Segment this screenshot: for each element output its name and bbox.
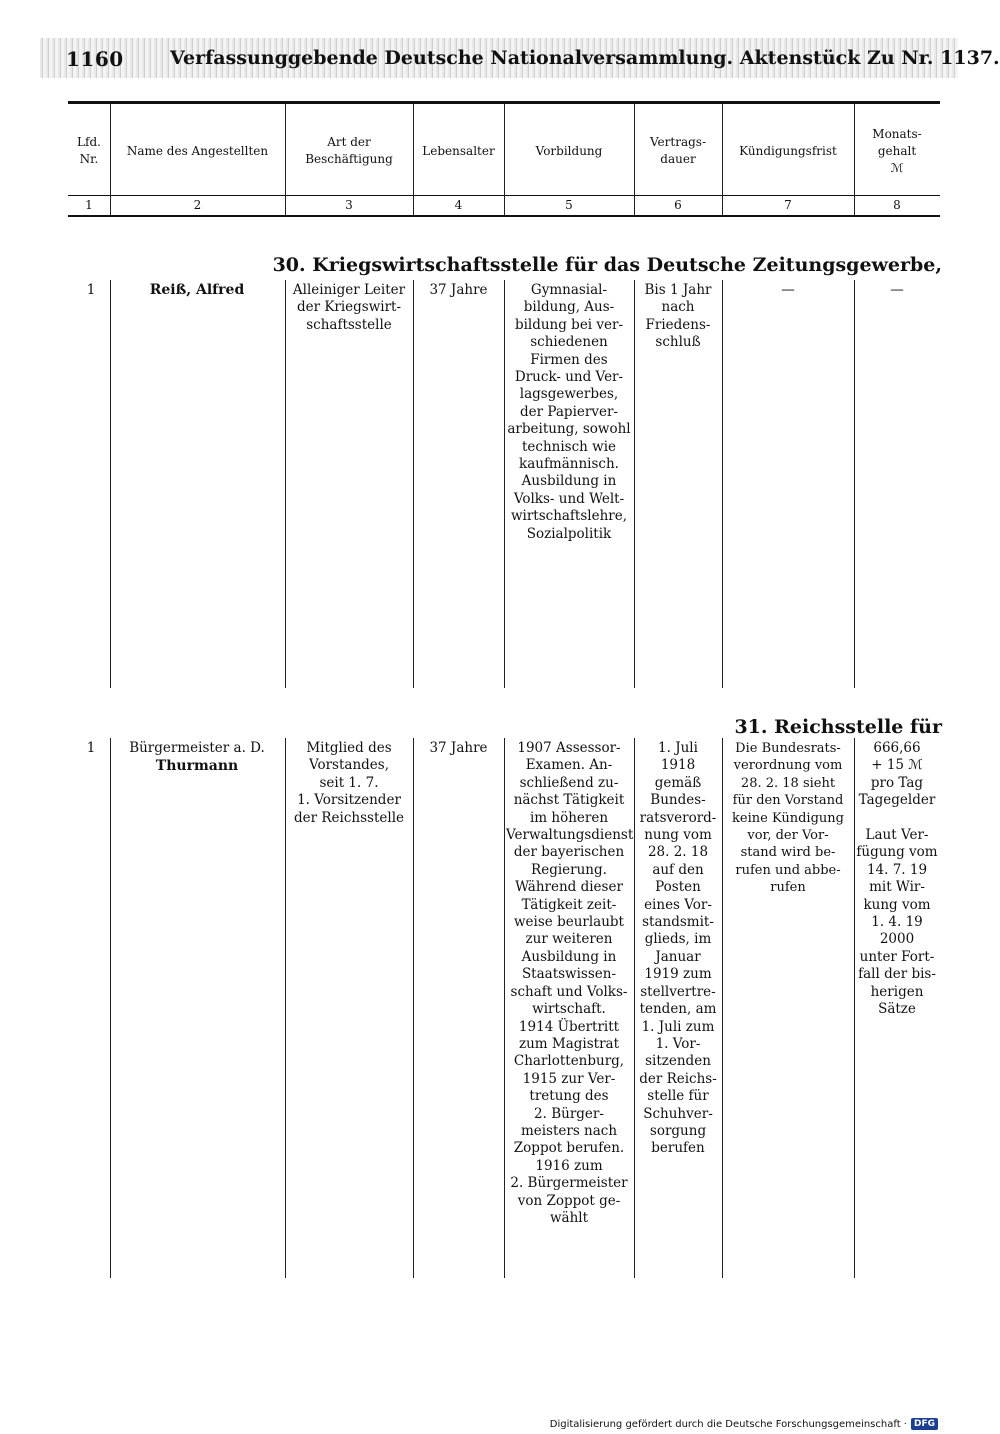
column-divider [722, 738, 723, 1278]
col-head-monatsgehalt: Monats- gehalt ℳ [872, 126, 922, 175]
column-divider [504, 738, 505, 1278]
digitization-credit [550, 1418, 938, 1430]
contract-duration: 1. Juli 1918 gemäß Bundes- ratsverord- nung vom 28. 2. 18 auf den Posten eines Vor- standsmit- glieds, im Januar 1919 zum stellvertre- tenden, am 1. Juli zum 1. Vor- sitzenden der Reichs- stelle für Schuhver- sorgung berufen [639, 740, 717, 1157]
dfg-logo: DFG [911, 1418, 938, 1430]
row-nr: 1 [86, 740, 96, 756]
col-number: 8 [893, 198, 901, 212]
column-divider [110, 280, 111, 688]
age: 37 Jahre [429, 282, 488, 298]
col-number: 4 [454, 198, 463, 212]
col-number: 6 [674, 198, 682, 212]
column-divider [285, 738, 286, 1278]
section-heading-31: 31. Reichsstelle für [734, 716, 942, 738]
col-head-name: Name des Angestellten [126, 143, 269, 158]
column-divider [722, 280, 723, 688]
page-number: 1160 [66, 47, 124, 71]
column-divider [110, 738, 111, 1278]
col-head-lfd-nr: Lfd. Nr. [77, 135, 101, 166]
footer-text: Digitalisierung gefördert durch die Deutsche Forschungsgemeinschaft · [549, 1418, 907, 1430]
employee-name: Reiß, Alfred [149, 282, 245, 298]
employee-name: Thurmann [155, 758, 239, 774]
monthly-salary: — [890, 282, 904, 298]
row-nr: 1 [86, 282, 96, 298]
section-heading-30: 30. Kriegswirtschaftsstelle für das Deutsche Zeitungsgewerbe, [272, 254, 942, 276]
contract-duration: Bis 1 Jahr nach Friedens- schluß [644, 282, 712, 351]
col-head-vertragsdauer: Vertrags- dauer [649, 135, 706, 166]
employment-type: Mitglied des Vorstandes, seit 1. 7. 1. Vorsitzender der Reichsstelle [294, 740, 404, 826]
notice-period: — [781, 282, 795, 298]
column-divider [854, 280, 855, 688]
column-divider [634, 738, 635, 1278]
notice-period: Die Bundesrats- verordnung vom 28. 2. 18 sieht für den Vorstand keine Kündigung vor, der Vor- stand wird be- rufen und abbe- rufen [732, 741, 844, 896]
column-divider [413, 280, 414, 688]
col-head-lebensalter: Lebensalter [422, 143, 495, 158]
col-head-kuendigungsfrist: Kündigungsfrist [739, 143, 837, 158]
employee-title: Bürgermeister a. D. [129, 740, 265, 756]
col-number: 2 [193, 198, 202, 212]
education: 1907 Assessor- Examen. An- schließend zu- nächst Tätigkeit im höheren Verwaltungsdienst der bayerischen Regierung. Während dieser Tätigkeit zeit- weise beurlaubt zur weiteren Ausbildung in Staatswissen- schaft und Volks- wirtschaft. 1914 Übertritt zum Magistrat Charlottenburg, 1915 zur Ver- tretung des 2. Bürger- meisters nach Zoppot berufen. 1916 zum 2. Bürgermeister von Zoppot ge- wählt [506, 740, 634, 1226]
column-divider [854, 738, 855, 1278]
col-head-vorbildung: Vorbildung [535, 143, 603, 158]
column-divider [634, 280, 635, 688]
employment-type: Alleiniger Leiter der Kriegswirt- schaftsstelle [292, 282, 406, 333]
education: Gymnasial- bildung, Aus- bildung bei ver- schiedenen Firmen des Druck- und Ver- lagsgewerbes, der Papierver- arbeitung, sowohl technisch wie kaufmännisch. Ausbildung in Volks- und Welt- wirtschaftslehre, Sozialpolitik [507, 282, 631, 542]
monthly-salary: 666,66 + 15 ℳ pro Tag Tagegelder Laut Ver- fügung vom 14. 7. 19 mit Wir- kung vom 1. 4. 19 2000 unter Fort- fall der bis- herigen Sätze [856, 740, 938, 1018]
age: 37 Jahre [429, 740, 488, 756]
col-number: 5 [565, 198, 573, 212]
column-divider [413, 738, 414, 1278]
column-divider [504, 280, 505, 688]
col-number: 1 [85, 198, 93, 212]
col-number: 7 [784, 198, 792, 212]
col-head-art: Art der Beschäftigung [305, 135, 393, 166]
running-title: Verfassunggebende Deutsche Nationalversammlung. Aktenstück Zu Nr. 1137. [170, 47, 1000, 69]
column-number-rule [68, 215, 940, 217]
col-number: 3 [345, 198, 353, 212]
column-divider [285, 280, 286, 688]
